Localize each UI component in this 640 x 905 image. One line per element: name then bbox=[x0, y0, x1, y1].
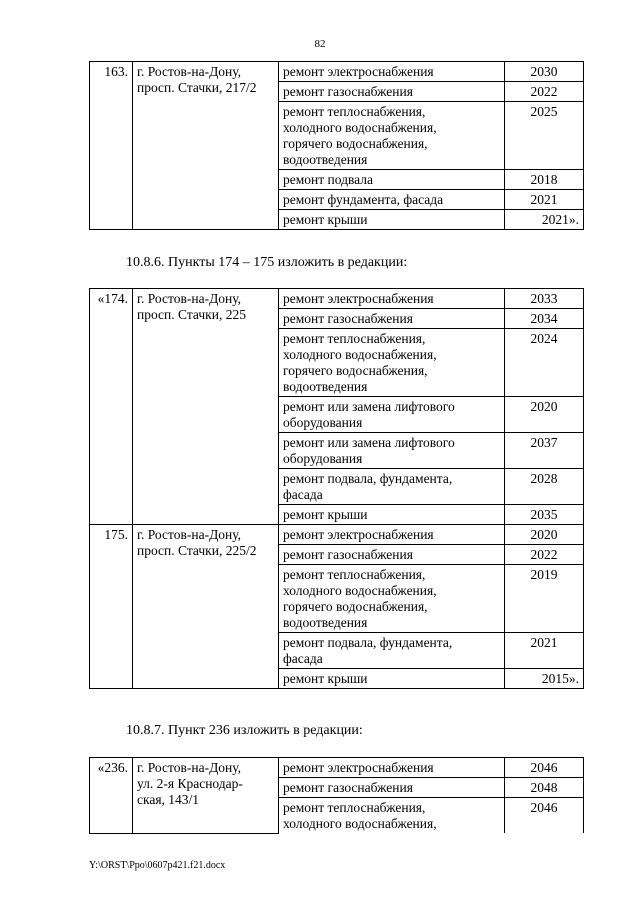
work-type-cell: ремонт теплоснабжения, холодного водоснабжения, горячего водоснабжения, водоотведения bbox=[279, 565, 505, 633]
repair-schedule-table-163 bbox=[89, 61, 584, 230]
repair-schedule-table-174-175 bbox=[89, 288, 584, 689]
year-cell: 2048 bbox=[505, 778, 584, 798]
item-number: 175. bbox=[90, 525, 133, 689]
year-cell: 2030 bbox=[505, 62, 584, 82]
address-cell: г. Ростов-на-Дону, просп. Стачки, 225 bbox=[133, 289, 279, 525]
work-type-cell: ремонт теплоснабжения, холодного водоснабжения, bbox=[279, 798, 505, 834]
work-type-cell: ремонт крыши bbox=[279, 505, 505, 525]
item-number: «236. bbox=[90, 758, 133, 834]
year-cell: 2021». bbox=[505, 210, 584, 230]
page-number: 82 bbox=[314, 38, 326, 50]
work-type-cell: ремонт электроснабжения bbox=[279, 525, 505, 545]
work-type-cell: ремонт подвала, фундамента, фасада bbox=[279, 633, 505, 669]
file-path-footer: Y:\ORST\Ppo\0607p421.f21.docx bbox=[89, 860, 226, 871]
address-cell: г. Ростов-на-Дону, ул. 2-я Краснодар- ская, 143/1 bbox=[133, 758, 279, 834]
year-cell: 2024 bbox=[505, 329, 584, 397]
work-type-cell: ремонт электроснабжения bbox=[279, 289, 505, 309]
work-type-cell: ремонт крыши bbox=[279, 669, 505, 689]
year-cell: 2034 bbox=[505, 309, 584, 329]
work-type-cell: ремонт крыши bbox=[279, 210, 505, 230]
work-type-cell: ремонт газоснабжения bbox=[279, 778, 505, 798]
work-type-cell: ремонт подвала bbox=[279, 170, 505, 190]
work-type-cell: ремонт или замена лифтового оборудования bbox=[279, 397, 505, 433]
year-cell: 2020 bbox=[505, 397, 584, 433]
year-cell: 2046 bbox=[505, 758, 584, 778]
table-row bbox=[90, 525, 584, 545]
year-cell: 2025 bbox=[505, 102, 584, 170]
year-cell: 2037 bbox=[505, 433, 584, 469]
work-type-cell: ремонт электроснабжения bbox=[279, 758, 505, 778]
year-cell: 2018 bbox=[505, 170, 584, 190]
year-cell: 2019 bbox=[505, 565, 584, 633]
repair-schedule-table-236 bbox=[89, 757, 584, 834]
paragraph-10-8-6: 10.8.6. Пункты 174 – 175 изложить в редакции: bbox=[126, 255, 408, 270]
work-type-cell: ремонт электроснабжения bbox=[279, 62, 505, 82]
year-cell: 2033 bbox=[505, 289, 584, 309]
work-type-cell: ремонт газоснабжения bbox=[279, 309, 505, 329]
year-cell: 2021 bbox=[505, 633, 584, 669]
address-cell: г. Ростов-на-Дону, просп. Стачки, 217/2 bbox=[133, 62, 279, 230]
table-row bbox=[90, 62, 584, 82]
item-number: «174. bbox=[90, 289, 133, 525]
work-type-cell: ремонт теплоснабжения, холодного водоснабжения, горячего водоснабжения, водоотведения bbox=[279, 102, 505, 170]
table-row bbox=[90, 758, 584, 778]
year-cell: 2022 bbox=[505, 82, 584, 102]
year-cell: 2022 bbox=[505, 545, 584, 565]
work-type-cell: ремонт подвала, фундамента, фасада bbox=[279, 469, 505, 505]
work-type-cell: ремонт газоснабжения bbox=[279, 82, 505, 102]
work-type-cell: ремонт теплоснабжения, холодного водоснабжения, горячего водоснабжения, водоотведения bbox=[279, 329, 505, 397]
year-cell: 2021 bbox=[505, 190, 584, 210]
work-type-cell: ремонт газоснабжения bbox=[279, 545, 505, 565]
year-cell: 2046 bbox=[505, 798, 584, 834]
table-row bbox=[90, 289, 584, 309]
work-type-cell: ремонт или замена лифтового оборудования bbox=[279, 433, 505, 469]
year-cell: 2015». bbox=[505, 669, 584, 689]
work-type-cell: ремонт фундамента, фасада bbox=[279, 190, 505, 210]
item-number: 163. bbox=[90, 62, 133, 230]
address-cell: г. Ростов-на-Дону, просп. Стачки, 225/2 bbox=[133, 525, 279, 689]
year-cell: 2035 bbox=[505, 505, 584, 525]
paragraph-10-8-7: 10.8.7. Пункт 236 изложить в редакции: bbox=[126, 723, 363, 738]
year-cell: 2020 bbox=[505, 525, 584, 545]
year-cell: 2028 bbox=[505, 469, 584, 505]
